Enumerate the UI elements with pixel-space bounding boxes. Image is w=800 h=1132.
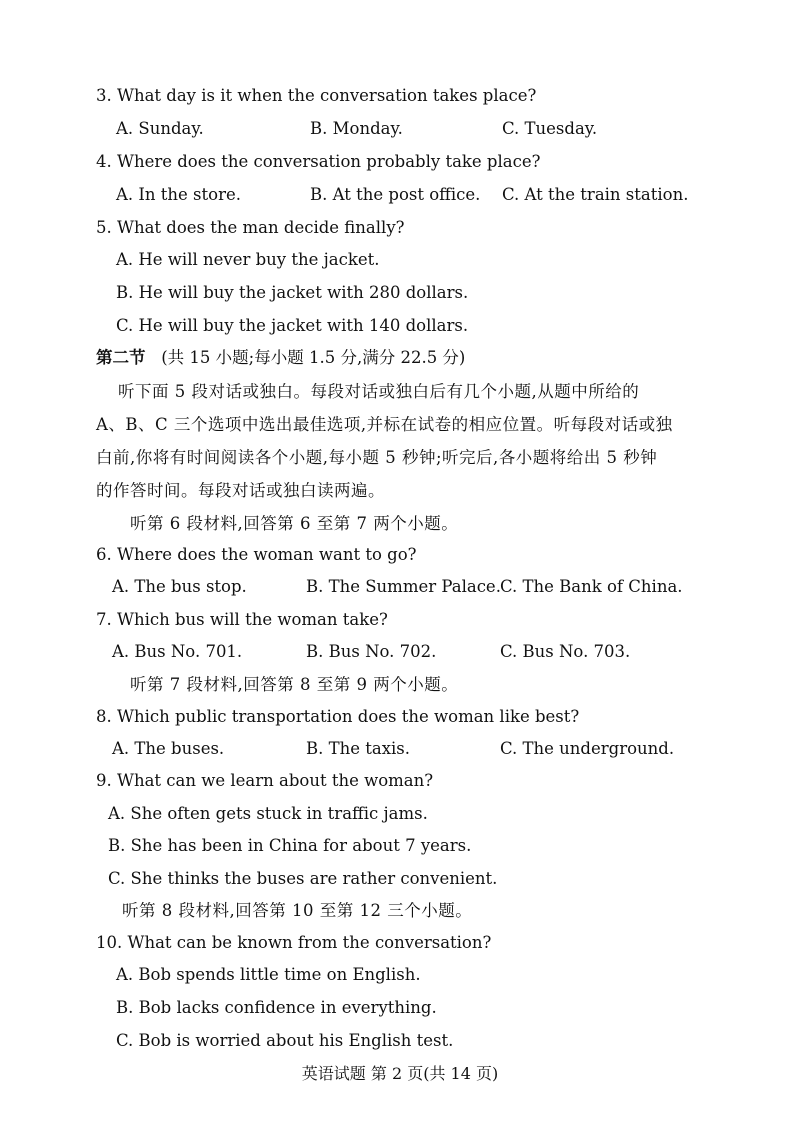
question-10-stem: 10. What can be known from the conversation? <box>96 933 492 952</box>
question-3-option-b: B. Monday. <box>310 119 403 138</box>
question-5-option-b: B. He will buy the jacket with 280 dollars. <box>116 283 469 302</box>
question-10-option-c: C. Bob is worried about his English test. <box>116 1031 454 1050</box>
question-4-option-b: B. At the post office. <box>310 185 481 204</box>
question-7-option-c: C. Bus No. 703. <box>500 642 631 661</box>
instructions-line-1: 听下面 5 段对话或独白。每段对话或独白后有几个小题,从题中所给的 <box>118 382 640 401</box>
question-9-stem: 9. What can we learn about the woman? <box>96 771 434 790</box>
question-4-option-c: C. At the train station. <box>502 185 689 204</box>
material-6-note: 听第 6 段材料,回答第 6 至第 7 两个小题。 <box>130 514 459 533</box>
page-footer: 英语试题 第 2 页(共 14 页) <box>301 1064 499 1083</box>
material-8-note: 听第 8 段材料,回答第 10 至第 12 三个小题。 <box>122 901 473 920</box>
question-5-stem: 5. What does the man decide finally? <box>96 218 405 237</box>
question-6-stem: 6. Where does the woman want to go? <box>96 545 417 564</box>
question-6-option-b: B. The Summer Palace. <box>306 577 501 596</box>
question-9-option-c: C. She thinks the buses are rather convenient. <box>108 869 498 888</box>
question-9-option-a: A. She often gets stuck in traffic jams. <box>108 804 428 823</box>
question-4-stem: 4. Where does the conversation probably take place? <box>96 152 541 171</box>
instructions-line-4: 的作答时间。每段对话或独白读两遍。 <box>96 481 385 500</box>
question-4-option-a: A. In the store. <box>116 185 241 204</box>
question-3-option-a: A. Sunday. <box>116 119 204 138</box>
instructions-line-3: 白前,你将有时间阅读各个小题,每小题 5 秒钟;听完后,各小题将给出 5 秒钟 <box>96 448 658 467</box>
question-5-option-a: A. He will never buy the jacket. <box>116 250 380 269</box>
question-9-option-b: B. She has been in China for about 7 years. <box>108 836 472 855</box>
question-8-option-c: C. The underground. <box>500 739 675 758</box>
question-5-option-c: C. He will buy the jacket with 140 dollars. <box>116 316 469 335</box>
section-2-title: 第二节 <box>96 348 146 367</box>
question-7-option-b: B. Bus No. 702. <box>306 642 437 661</box>
question-10-option-a: A. Bob spends little time on English. <box>116 965 421 984</box>
question-6-option-c: C. The Bank of China. <box>500 577 683 596</box>
question-8-stem: 8. Which public transportation does the woman like best? <box>96 707 580 726</box>
question-10-option-b: B. Bob lacks confidence in everything. <box>116 998 437 1017</box>
section-2-score-note: (共 15 小题;每小题 1.5 分,满分 22.5 分) <box>161 348 466 367</box>
section-2-header <box>96 346 465 370</box>
material-7-note: 听第 7 段材料,回答第 8 至第 9 两个小题。 <box>130 675 459 694</box>
question-8-option-a: A. The buses. <box>112 739 225 758</box>
instructions-line-2: A、B、C 三个选项中选出最佳选项,并标在试卷的相应位置。听每段对话或独 <box>96 415 673 434</box>
question-3-option-c: C. Tuesday. <box>502 119 598 138</box>
question-7-option-a: A. Bus No. 701. <box>112 642 243 661</box>
question-3-stem: 3. What day is it when the conversation takes place? <box>96 86 537 105</box>
question-8-option-b: B. The taxis. <box>306 739 411 758</box>
question-6-option-a: A. The bus stop. <box>112 577 247 596</box>
question-7-stem: 7. Which bus will the woman take? <box>96 610 388 629</box>
